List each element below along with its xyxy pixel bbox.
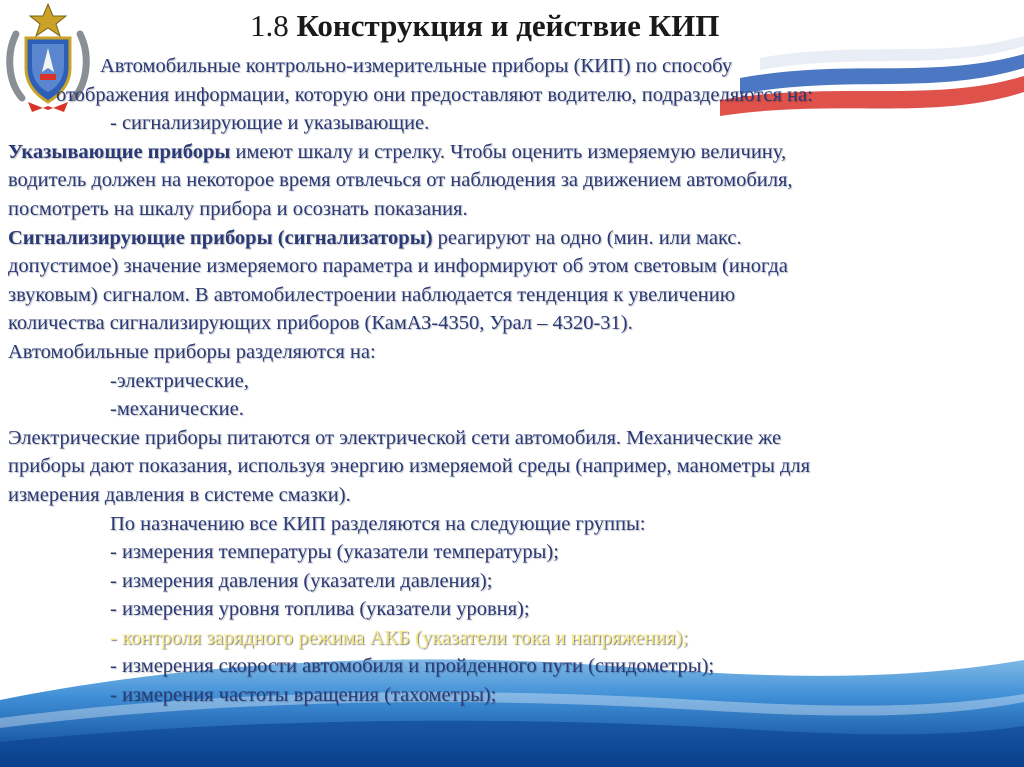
- text-line: Автомобильные контрольно-измерительные приборы (КИП) по способу: [100, 55, 733, 77]
- text-line: водитель должен на некоторое время отвлечься от наблюдения за движением автомобиля,: [8, 169, 793, 192]
- list-item: - измерения частоты вращения (тахометры);: [110, 684, 497, 707]
- list-item: -электрические,: [110, 369, 249, 392]
- list-item: -механические.: [110, 398, 244, 421]
- list-item: - измерения давления (указатели давления);: [110, 569, 493, 592]
- text-line: приборы дают показания, используя энергию измеряемой среды (например, манометры для: [8, 455, 811, 478]
- term-indicating: Указывающие приборы: [8, 140, 231, 163]
- list-item: - измерения температуры (указатели температуры);: [110, 541, 559, 564]
- text-line: [8, 138, 1016, 167]
- text-line: количества сигнализирующих приборов (КамАЗ-4350, Урал – 4320-31).: [8, 312, 633, 335]
- text-span: реагируют на одно (мин. или макс.: [432, 226, 742, 249]
- text-line: Автомобильные приборы разделяются на:: [8, 340, 376, 363]
- text-line: [8, 224, 1016, 253]
- list-item: - измерения уровня топлива (указатели уровня);: [110, 598, 530, 621]
- term-signaling: Сигнализирующие приборы (сигнализаторы): [8, 226, 433, 249]
- text-line: - сигнализирующие и указывающие.: [110, 112, 430, 135]
- title-text: Конструкция и действие КИП: [296, 8, 720, 43]
- text-line: звуковым) сигналом. В автомобилестроении наблюдается тенденция к увеличению: [8, 283, 736, 306]
- text-span: имеют шкалу и стрелку. Чтобы оценить измеряемую величину,: [230, 140, 787, 163]
- list-item: - измерения скорости автомобиля и пройденного пути (спидометры);: [110, 655, 715, 678]
- text-line: Электрические приборы питаются от электрической сети автомобиля. Механические же: [8, 426, 782, 449]
- list-item: - контроля зарядного режима АКБ (указатели тока и напряжения);: [110, 626, 689, 649]
- text-line: допустимое) значение измеряемого параметра и информируют об этом световым (иногда: [8, 255, 788, 278]
- slide-content: [8, 52, 1016, 710]
- title-number: 1.8: [250, 8, 289, 43]
- text-line: измерения давления в системе смазки).: [8, 483, 351, 506]
- text-line: отображения информации, которую они предоставляют водителю, подразделяются на:: [56, 83, 813, 106]
- slide-title: [250, 8, 810, 44]
- text-line: По назначению все КИП разделяются на следующие группы:: [110, 512, 646, 535]
- text-line: посмотреть на шкалу прибора и осознать показания.: [8, 197, 468, 220]
